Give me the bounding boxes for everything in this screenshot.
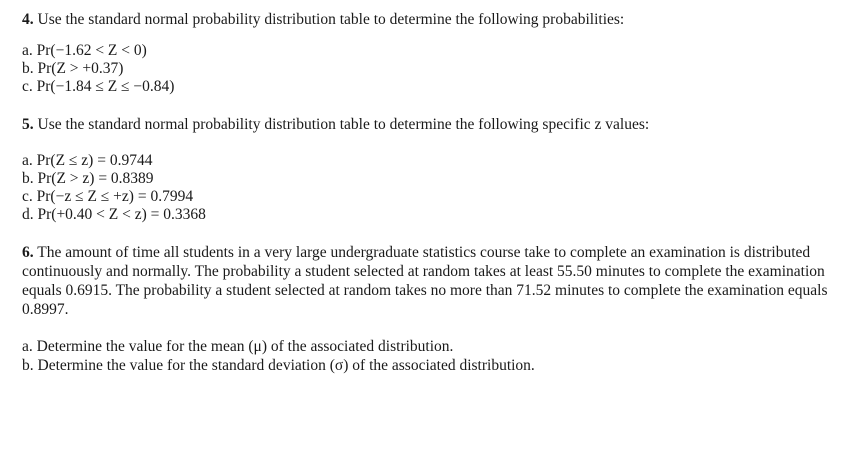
- question-5-item-c: c. Pr(−z ≤ Z ≤ +z) = 0.7994: [22, 188, 194, 205]
- question-4-item-b: b. Pr(Z > +0.37): [22, 60, 124, 77]
- question-5-item-b: b. Pr(Z > z) = 0.8389: [22, 170, 154, 187]
- question-4-text: Use the standard normal probability distribution table to determine the following probabilities:: [33, 11, 625, 28]
- question-5: [22, 115, 857, 224]
- question-6: [22, 243, 857, 375]
- question-6-items: [22, 337, 857, 375]
- question-6-item-a: a. Determine the value for the mean (μ) of the associated distribution.: [22, 338, 454, 355]
- question-6-item-b: b. Determine the value for the standard deviation (σ) of the associated distribution.: [22, 357, 535, 374]
- question-4-items: [22, 42, 857, 96]
- worksheet: [22, 10, 857, 375]
- question-4-prompt: [22, 10, 857, 29]
- question-5-items: [22, 152, 857, 224]
- question-4-item-c: c. Pr(−1.84 ≤ Z ≤ −0.84): [22, 78, 175, 95]
- question-5-text: Use the standard normal probability distribution table to determine the following specific z values:: [33, 116, 650, 133]
- question-6-text: The amount of time all students in a very large undergraduate statistics course take to complete an examination is distributed continuously and normally. The probability a student selected at random takes at least 55.50 minutes to complete the examination equals 0.6915. The probability a student selected at random takes no more than 71.52 minutes to complete the examination equals 0.8997.: [22, 244, 828, 318]
- question-5-item-a: a. Pr(Z ≤ z) = 0.9744: [22, 152, 153, 169]
- question-6-prompt: [22, 243, 857, 319]
- question-4-number: 4.: [22, 11, 34, 28]
- question-5-item-d: d. Pr(+0.40 < Z < z) = 0.3368: [22, 206, 206, 223]
- question-4-item-a: a. Pr(−1.62 < Z < 0): [22, 42, 147, 59]
- question-5-number: 5.: [22, 116, 34, 133]
- question-6-number: 6.: [22, 244, 34, 261]
- question-5-prompt: [22, 115, 857, 134]
- question-4: [22, 10, 857, 96]
